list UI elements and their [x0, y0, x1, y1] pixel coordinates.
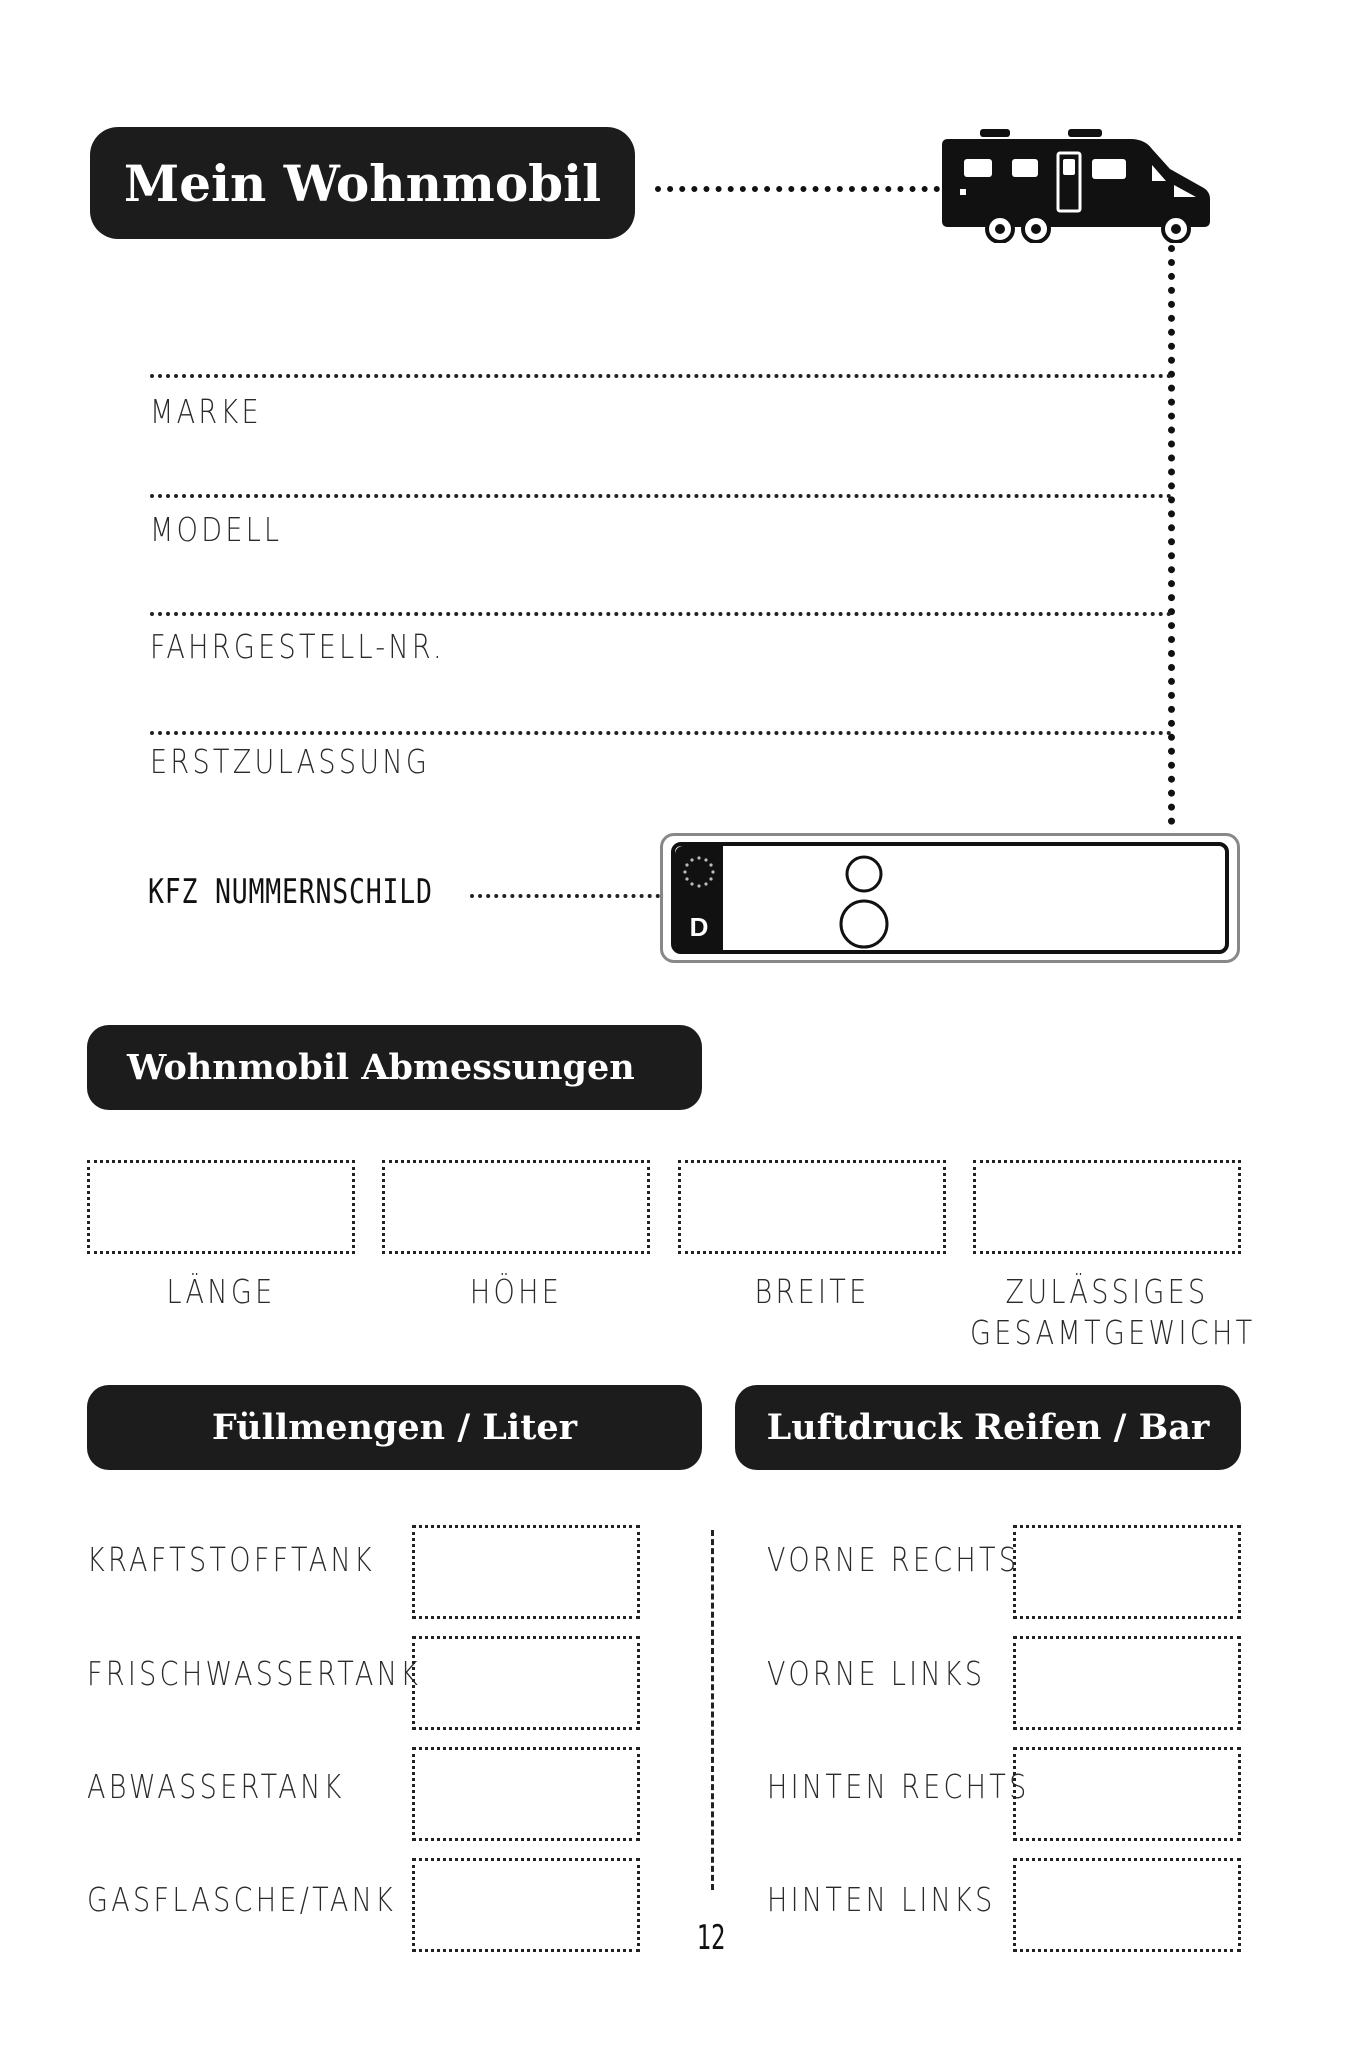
dimension-box-breite[interactable] [678, 1160, 946, 1254]
fill-label-gas: GASFLASCHE/TANK [87, 1880, 397, 1919]
eu-stars-icon [681, 854, 717, 890]
tire-box-vorne-links[interactable] [1013, 1636, 1241, 1730]
license-plate [660, 833, 1240, 963]
plate-connector [470, 894, 660, 898]
fill-label-kraftstoff: KRAFTSTOFFTANK [87, 1540, 376, 1579]
field-line-modell [150, 494, 1172, 498]
fill-amounts-title [87, 1385, 702, 1470]
fill-box-gas[interactable] [412, 1858, 640, 1952]
plate-country-code: D [689, 912, 709, 942]
dimension-box-laenge[interactable] [87, 1160, 355, 1254]
field-line-erstzulassung [150, 731, 1172, 735]
tire-box-hinten-rechts[interactable] [1013, 1747, 1241, 1841]
tire-pressure-title-text: Luftdruck Reifen / Bar [766, 1407, 1210, 1448]
tire-label-hinten-links: HINTEN LINKS [767, 1880, 996, 1919]
motorhome-icon [940, 125, 1212, 243]
dimension-label-gesamtgewicht-2: GESAMTGEWICHT [970, 1313, 1256, 1352]
dimension-label-hoehe: HÖHE [469, 1272, 563, 1311]
page-title-text: Mein Wohnmobil [123, 153, 602, 213]
tire-box-vorne-rechts[interactable] [1013, 1525, 1241, 1619]
fill-box-abwasser[interactable] [412, 1747, 640, 1841]
fill-label-frischwasser: FRISCHWASSERTANK [87, 1654, 422, 1693]
fill-box-frischwasser[interactable] [412, 1636, 640, 1730]
tire-pressure-title [735, 1385, 1241, 1470]
dimension-label-breite: BREITE [754, 1272, 870, 1311]
dimension-label-laenge: LÄNGE [166, 1272, 276, 1311]
dimensions-title [87, 1025, 702, 1110]
field-label-fahrgestell: FAHRGESTELL-NR. [150, 627, 445, 666]
title-connector [655, 186, 940, 192]
field-label-erstzulassung: ERSTZULASSUNG [150, 742, 431, 781]
field-line-marke [150, 374, 1172, 378]
tire-label-vorne-links: VORNE LINKS [767, 1654, 986, 1693]
dimension-label-gesamtgewicht-1: ZULÄSSIGES [1005, 1272, 1209, 1311]
fill-label-abwasser: ABWASSERTANK [87, 1767, 345, 1806]
tire-label-hinten-rechts: HINTEN RECHTS [767, 1767, 1030, 1806]
tire-box-hinten-links[interactable] [1013, 1858, 1241, 1952]
field-label-marke: MARKE [150, 392, 262, 431]
dimension-box-gesamtgewicht[interactable] [973, 1160, 1241, 1254]
vehicle-connector [1168, 245, 1175, 825]
page-number: 12 [696, 1918, 726, 1958]
fill-amounts-title-text: Füllmengen / Liter [211, 1407, 578, 1448]
plate-seal-icon [838, 852, 890, 952]
page-title [90, 127, 635, 239]
fill-box-kraftstoff[interactable] [412, 1525, 640, 1619]
plate-label: KFZ NUMMERNSCHILD [148, 872, 433, 912]
field-label-modell: MODELL [150, 510, 283, 549]
plate-eu-band [675, 846, 723, 952]
dimension-box-hoehe[interactable] [382, 1160, 650, 1254]
dimensions-title-text: Wohnmobil Abmessungen [127, 1047, 635, 1088]
tire-label-vorne-rechts: VORNE RECHTS [767, 1540, 1020, 1579]
column-divider [711, 1530, 714, 1890]
field-line-fahrgestell [150, 612, 1172, 616]
